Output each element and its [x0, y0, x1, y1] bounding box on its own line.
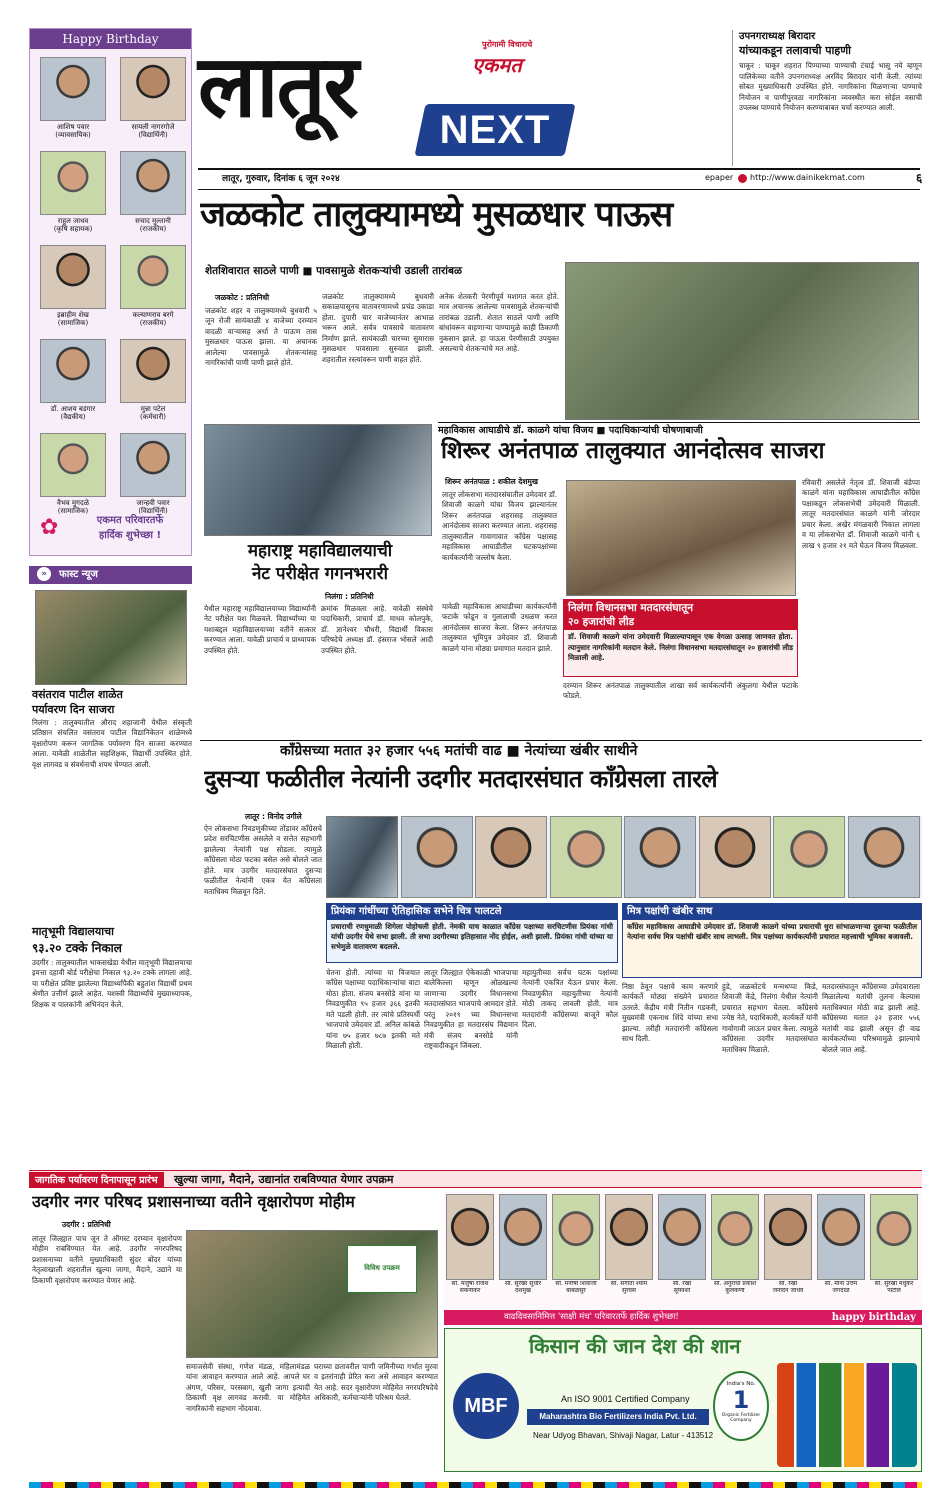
women-footer-text: वाढदिवसानिमित्त 'साक्षी मंच' परिवारतर्फे हार्दिक शुभेच्छा! [504, 1312, 679, 1322]
birthday-role: (कर्मचारी) [140, 413, 166, 422]
ad-address: Near Udyog Bhavan, Shivaji Nagar, Latur - 413512 [533, 1431, 714, 1440]
print-colour-bar [29, 1482, 922, 1488]
women-photo [499, 1194, 547, 1280]
women-person [603, 1194, 655, 1308]
women-surname: बाबळसुरे [566, 1287, 586, 1294]
mbf-logo: MBF [453, 1373, 519, 1439]
birthday-role: (सामाजिक) [57, 507, 89, 516]
women-person [550, 1194, 602, 1308]
udgir-strip-rest: खुल्या जागा, मैदाने, उद्यानांत राबविण्यात येणार उपक्रम [174, 1173, 394, 1186]
leader-photo [550, 816, 622, 898]
fast-news-headline-2: मातृभूमी विद्यालयाचा ९३.२० टक्के निकाल [32, 925, 122, 955]
masthead-rule-bottom [198, 189, 920, 190]
women-surname: जनार्दन जाधव [772, 1287, 804, 1294]
fast-news-headline-1: वसंतराव पाटील शाळेत पर्यावरण दिन साजरा [32, 688, 123, 716]
lead-col-3: अनेक शेतकरी पेरणीपूर्व मशागत करत होते. मात्र अचानक आलेल्या पावसामुळे शेतकऱ्यांची तारांबळ उडाली. शेतात साठले पाणी आणि बांधांवरून वाहणाऱ्या पाण्यामुळे काही ठिकाणी नुकसान झाले. हा पाऊस पेरणीसाठी उपयुक्त असल्याचे शेतकऱ्यांचे मत आहे. [439, 292, 559, 354]
women-photo [711, 1194, 759, 1280]
birthday-photo [40, 339, 106, 403]
udgir-col-3: घराच्या छतावरील पाणी जमिनीच्या गर्भात मुरवा व इतरांनाही प्रेरित करा असे आवाहन करण्यात येत आहे. सदर वृक्षारोपण मोहिमेत नगरपरिषदेचे अधिकारी, कर्मचाऱ्यांनी परिश्रम घेतले. [314, 1362, 438, 1403]
leader-photo [326, 816, 398, 898]
leader-photo [624, 816, 696, 898]
women-photo [446, 1194, 494, 1280]
women-name: सौ. मीना उत्तम [824, 1281, 858, 1287]
birthday-photo [120, 245, 186, 309]
udgir-byline: उदगीर : प्रतिनिधी [62, 1220, 111, 1229]
women-name: सौ. संगीता श्याम [610, 1281, 648, 1287]
udgir-strip [29, 1170, 922, 1188]
shirur-headline: शिरूर अनंतपाळ तालुक्यात आनंदोत्सव साजरा [441, 438, 825, 464]
women-surname: कुलकर्णी [725, 1287, 745, 1294]
college-headline: महाराष्ट्र महाविद्यालयाची नेट परीक्षेत गगनभरारी [247, 541, 393, 584]
birthday-role: (सामाजिक) [57, 319, 89, 328]
women-footer [444, 1310, 922, 1325]
birthday-person [36, 245, 110, 337]
ad-slogan: किसान की जान देश की शान [529, 1334, 741, 1358]
birthday-photo [120, 433, 186, 497]
birthday-name: कल्याणराव बरगे [132, 311, 174, 319]
congress-col-c: लातूर जिल्ह्यात ऐकेकाळी भाजपाचा बालेकिल्ला म्हणून ओळखल्या जाणाऱ्या उदगीर विधानसभा मतदारसंघात भाजपाचे आमदार होते. परंतु २०१९ च्या विधानसभा निवडणुकीत हा मतदारसंघ विद्यमान मंत्री संजय बनसोडे यांनी राष्ट्रवादीकडून जिंकला. [424, 968, 518, 1051]
birthday-name: इब्राहीम शेख [57, 311, 89, 319]
women-footer-tag: happy birthday [831, 1312, 916, 1323]
section-rule [200, 740, 922, 741]
udgir-strip-label: जागतिक पर्यावरण दिनापासून प्रारंभ [29, 1172, 164, 1188]
fast-news-body-1: निलंगा : तालुक्यातील औराद शहाजानी येथील संस्कृती प्रतिष्ठान संचलित वसंतराव पाटील विद्यानिकेतन शाळेमध्ये वृक्षारोपण करून जागतिक पर्यावरण दिन साजरा करण्यात आला. यावेळी शाळेतील सहशिक्षक, विद्यार्थी उपस्थित होते. वृक्ष लागवड व संवर्धनाची शपथ घेण्यात आली. [32, 718, 192, 769]
fast-news-body-2: उदगीर : तालुक्यातील भाकसखेडा येथील मातृभूमी विद्यालयाचा इयत्ता दहावी बोर्ड परीक्षेचा निकाल ९३.२० टक्के लागला आहे. या परीक्षेत प्रविष्ट झालेल्या विद्यार्थ्यांपैकी बहुतांश विद्यार्थी प्रथम श्रेणीत उत्तीर्ण झाले आहेत. यशस्वी विद्यार्थ्यांचे मुख्याध्यापक, शिक्षक व पालकांनी अभिनंदन केले. [32, 958, 192, 1009]
women-person [497, 1194, 549, 1308]
udgir-banner: विविध उपक्रम [347, 1245, 417, 1293]
birthday-person [116, 339, 190, 431]
leader-photo [401, 816, 473, 898]
birthday-person [36, 339, 110, 431]
women-name: सौ. सुरेखा सुधीर [504, 1281, 542, 1287]
top-right-brief [732, 30, 922, 166]
women-birthday-row [444, 1192, 922, 1310]
women-surname: सुरवसे [622, 1287, 636, 1294]
birthday-person [116, 245, 190, 337]
lead-photo-flood [565, 262, 919, 420]
congress-col-g: मतदारसंघातून काँग्रेसच्या उमेदवाराला मिळालेल्या मतांची तुलना केल्यास मताधिक्यात मोठी वाढ झाली आहे. काँग्रेसच्या मतात ३२ हजार ५५६ मतांची वाढ झाली असून ही वाढ कार्यकर्त्यांच्या परिश्रमामुळे झाल्याचे बोलले जात आहे. [822, 982, 920, 1054]
priyanka-body: प्रचाराची रणधुमाळी शिगेला पोहोचली होती. नेमकी याच काळात काँग्रेस पक्षाच्या सरचिटणीस प्रियंका गांधी यांची उदगीर येथे सभा झाली. ती सभा उदगीरच्या इतिहासात नोंद होईल, अशी झाली. प्रियंका गांधी यांच्या या सभेमुळे वातावरण बदलले. [331, 921, 613, 952]
brand-tagline: पुरोगामी विचाराचे [482, 40, 533, 49]
women-photo [764, 1194, 812, 1280]
birthday-photo [40, 151, 106, 215]
college-col-1: येथील महाराष्ट्र महाविद्यालयाच्या विद्यार्थ्यांनी नेट परीक्षेत यश मिळवले. विद्यार्थ्यांच्या या यशाबद्दल महाविद्यालयाच्या वतीने सत्कार करण्यात आला. यावेळी प्राचार्य व प्राध्यापक उपस्थित होते. [204, 604, 316, 655]
website-link[interactable]: http://www.dainikekmat.com [750, 173, 865, 182]
flower-icon: ✿ [40, 515, 59, 540]
page-number: ६ [916, 171, 923, 185]
women-surname: सकनीकर [459, 1287, 481, 1294]
birthday-photo [120, 151, 186, 215]
priyanka-head: प्रियंका गांधींच्या ऐतिहासिक सभेने चित्र पालटले [327, 904, 617, 920]
congress-col-e: निष्ठा ठेवून पक्षाचे काम करणारे कार्यकर्ते मोठ्या संख्येने प्रचारात उतरले. केंद्रीय मंत्री नितीन गडकरी, मुख्यमंत्री एकनाथ शिंदे यांच्या सभा झाल्या. तरीही मतदारांनी काँग्रेसला साथ दिली. [622, 982, 718, 1044]
birthday-name: मुन्ना पटेल [140, 405, 166, 413]
congress-col-b: चेतना होती. त्यांच्या या विजयात काँग्रेस पक्षाच्या पदाधिकाऱ्यांचा वाटा मोठा होता. संजय बनसोडे यांना या निवडणुकीत ९५ हजार ३६६ इतकी मते पडली होती. तर त्यांचे प्रतिस्पर्धी भाजपाचे उमेदवार डॉ. अनिल कांबळे यांना ७५ हजार ७८७ इतकी मते मिळाली होती. [326, 968, 420, 1051]
birthday-person [36, 57, 110, 149]
women-person [444, 1194, 496, 1308]
birthday-name: जान्हवी पवार [136, 499, 170, 507]
women-person [868, 1194, 920, 1308]
masthead-title: लातूर [198, 37, 357, 137]
udgir-photo [186, 1230, 438, 1358]
birthday-person [116, 57, 190, 149]
congress-byline: लातूर : विनोद उगीले [245, 812, 302, 821]
no1-badge: India's No. 1 Organic Fertilizer Company [713, 1371, 769, 1441]
shirur-kicker: महाविकास आघाडीचे डॉ. काळगे यांचा विजय ■ पदाधिकाऱ्यांची घोषणाबाजी [438, 422, 920, 438]
women-name: सौ. रेखा [778, 1281, 798, 1287]
mitra-box [622, 903, 922, 978]
shirur-right-col: रविवारी असलेले नेतृत्व डॉ. शिवाजी बंडेप्पा काळगे यांना महाविकास आघाडीतील काँग्रेस पक्षाकडून लोकसभेची उमेदवारी मिळाली. लातूर मतदारसंघात काळगे यांनी जोरदार प्रचार केला. अखेर मंगळवारी निकाल लागला व या लोकसभेत डॉ. शिवाजी काळगे यांनी ६ लाख ९ हजार २१ मते घेऊन विजय मिळवला. [802, 478, 920, 550]
chevron-icon: » [37, 567, 51, 581]
shirur-photo [566, 480, 796, 596]
epaper-label: epaper [705, 173, 734, 182]
birthday-photo [120, 339, 186, 403]
birthday-name: राहुल जाधव [57, 217, 89, 225]
women-photo [658, 1194, 706, 1280]
birthday-role: (राजकीय) [139, 225, 167, 234]
birthday-name: वैभव मुगदळे [56, 499, 90, 507]
women-name: सौ. मनीषा शिवाजी [555, 1281, 597, 1287]
birthday-person [116, 433, 190, 525]
birthday-role: (वैद्यकीय) [60, 413, 86, 422]
top-right-body: चाकूर : चाकूर शहरात पिण्याच्या पाण्याची टंचाई भासू नये म्हणून पालिकेच्या वतीने उपनगराध्यक्ष अरविंद बिरादार यांनी केली. त्यांच्या सोबत मुख्याधिकारी उपस्थित होते. नागरिकांना मिळणाऱ्या पाण्याचे नियोजन व पाणीपुरवठा नागरिकांना व्यवस्थीत करा सोईल वसाची उपलब्ध पाण्याचे नियोजन करण्याबाबत चर्चा करण्यात आली. [739, 61, 922, 113]
birthday-grid [30, 49, 191, 529]
nilanga-head: निलंगा विधानसभा मतदारसंघातून २० हजारांची लीड [564, 600, 797, 630]
women-person [762, 1194, 814, 1308]
masthead-rule [198, 168, 920, 170]
product-bottles [777, 1363, 917, 1467]
mitra-body: काँग्रेस महाविकास आघाडीचे उमेदवार डॉ. शिवाजी काळगे यांच्या प्रचाराची धुरा सांभाळणाऱ्या दुसऱ्या फळीतील नेत्यांना सर्वच मित्र पक्षांची खंबीर साथ लाभली. मित्र पक्षांच्या कार्यकर्त्यांनी प्रचारात महत्त्वाची भूमिका बजावली. [627, 921, 917, 941]
nilanga-body: डॉ. शिवाजी काळगे यांना उमेदवारी मिळाल्यापासून एक वेगळा उत्साह जाणवत होता. त्यानुसार नागरिकांनी मतदान केले. निलंगा विधानसभा मतदारसंघातून २० हजारांची लीड मिळाली आहे. [568, 632, 793, 663]
leader-photo [773, 816, 845, 898]
birthday-person [36, 433, 110, 525]
birthday-panel [29, 28, 192, 556]
lead-col-1: जळकोट शहर व तालुक्यामध्ये बुधवारी ५ जून रोजी सायंकाळी ४ वाजेच्या दरम्यान वादळी वाऱ्यासह अर्धा ते पाऊण तास मुसळधार पाऊस झाला. या अचानक आलेल्या पावसामुळे शेतकऱ्यांसह नागरिकांची पाणी पाणी झाले होते. [205, 306, 317, 368]
women-person [656, 1194, 708, 1308]
leader-photo [848, 816, 920, 898]
ad-company: Maharashtra Bio Fertilizers India Pvt. Ltd. [527, 1409, 709, 1425]
women-name: सौ. सुरेखा मधुकर [874, 1281, 914, 1287]
women-surname: सूर्यवंशी [673, 1287, 691, 1294]
udgir-col-2: समाजसेवी संस्था, गणेश मंडळ, महिलामंडळ यांना आवाहन करण्यात आले आहे. आपले घर अंगण, परिसर, परसबाग, खुली जागा इत्यादी ठिकाणी वृक्ष लागवड करावी. या मोहिमेत नागरिकांनी सहभाग नोंदवावा. [186, 1362, 310, 1413]
women-photo [870, 1194, 918, 1280]
mitra-head: मित्र पक्षांची खंबीर साथ [623, 904, 921, 920]
lead-headline: जळकोट तालुक्यामध्ये मुसळधार पाऊस [200, 195, 673, 235]
brand-logo: एकमत [472, 53, 522, 77]
birthday-wish: एकमत परिवारतर्फे हार्दिक शुभेच्छा ! [96, 515, 164, 541]
birthday-title: Happy Birthday [30, 29, 191, 49]
college-byline: निलंगा : प्रतिनिधी [325, 592, 374, 601]
leader-photo-row [326, 816, 922, 898]
lead-subhead: शेतशिवारात साठले पाणी ■ पावसामुळे शेतकऱ्यांची उडाली तारांबळ [205, 265, 462, 277]
shirur-col-2b: यावेळी महाविकास आघाडीच्या कार्यकर्त्यांनी फटाके फोडून व गुलालाची उधळण करत आनंदोत्सव साजरा केला. शिरूर अनंतपाळ तालुक्यात भूमिपुत्र उमेदवार डॉ. शिवाजी काळगे यांना मोठ्या प्रमाणात मतदान झाले. [442, 602, 557, 653]
college-photo [204, 424, 432, 536]
lead-byline: जळकोट : प्रतिनिधी [215, 293, 270, 302]
college-col-2: क्रमांक मिळवला आहे. यावेळी संस्थेचे पदाधिकारी, प्राचार्य डॉ. माधव कोलपुके, डॉ. ज्ञानेश्वर चौधरी, विद्यार्थी विकास परिषदेचे अध्यक्ष डॉ. हंसराज भोसले आदी उपस्थित होते. [321, 604, 433, 655]
globe-icon [738, 174, 747, 183]
dateline: लातूर, गुरुवार, दिनांक ६ जून २०२४ [222, 174, 340, 184]
udgir-col-1: लातूर जिल्ह्यात पाच जून ते ऑगस्ट दरम्यान वृक्षारोपण मोहीम राबविण्यात येत आहे. उदगीर नगरपरिषद प्रशासनाच्या वतीने मुख्याधिकारी सुंदर बोंदर यांच्या नेतृत्वाखाली शहरातील खुल्या जागा, मैदाने, उद्याने या ठिकाणी वृक्षारोपण करण्यात येणार आहे. [32, 1234, 182, 1285]
women-name: सौ. अनुराधा प्रकाश [713, 1281, 757, 1287]
leader-photo [699, 816, 771, 898]
congress-col-f: हुडे, जळकोटचे मन्मथप्पा किडे, शिवाजी केंद्रे, निलंगा येथील नेत्यांनी प्रचारात सहभाग घेतला. काँग्रेसचे ज्येष्ठ नेते, पदाधिकारी, कार्यकर्ते यांनी गावोगावी जाऊन प्रचार केला. त्यामुळे काँग्रेसला उदगीर मतदारसंघात मताधिक्य मिळाले. [722, 982, 818, 1054]
women-name: सौ. रेखा [672, 1281, 692, 1287]
leader-photo [475, 816, 547, 898]
birthday-role: (व्यावसायिक) [55, 131, 91, 140]
birthday-photo [40, 57, 106, 121]
congress-headline: दुसऱ्या फळीतील नेत्यांनी उदगीर मतदारसंघात काँग्रेसला तारले [204, 765, 718, 793]
congress-col-d: महायुतीच्या सर्वच घटक पक्षांच्या नेत्यांनी एकत्रित येऊन प्रचार केला. निवडणुकीत महायुतीच्या नेत्यांनी मोठी ताकद लावली होती. मात्र मतदारांनी काँग्रेसच्या बाजूने कौल दिला. [522, 968, 618, 1030]
congress-kicker: काँग्रेसच्या मतात ३२ हजार ५५६ मतांची वाढ ■ नेत्यांच्या खंबीर साथीने [280, 743, 638, 759]
birthday-name: सायली नागरगोजे [131, 123, 175, 131]
lead-col-2: जळकोट तालुक्यामध्ये बुधवारी सकाळपासूनच वातावरणामध्ये प्रचंड उकाडा होता. दुपारी चार वाजेच्यानंतर आभाळ भरून आले. सर्वत्र पावसाचे वातावरण निर्माण झाले. सायंकाळी चारच्या सुमारास मुसळधार पावसाला सुरुवात झाली. शहरातील रस्त्यांवरून पाणी वाहत होते. [322, 292, 434, 364]
birthday-photo [40, 433, 106, 497]
women-surname: पाटील [887, 1287, 901, 1294]
ad-iso: An ISO 9001 Certified Company [561, 1394, 690, 1404]
women-photo [605, 1194, 653, 1280]
top-right-heading: उपनगराध्यक्ष बिरादार यांच्याकडून तलावाची पाहणी [739, 31, 852, 57]
women-surname: जगदाळे [832, 1287, 850, 1294]
udgir-headline: उदगीर नगर परिषद प्रशासनाच्या वतीने वृक्षारोपण मोहीम [32, 1192, 355, 1211]
birthday-person [116, 151, 190, 243]
birthday-role: (कृषि सहायक) [53, 225, 93, 234]
birthday-name: सचाद मुल्तानी [135, 217, 171, 225]
birthday-photo [120, 57, 186, 121]
birthday-name: डॉ. आशय बडगार [50, 405, 96, 413]
birthday-role: (राजकीय) [139, 319, 167, 328]
birthday-photo [40, 245, 106, 309]
birthday-role: (विद्यार्थिनी) [138, 507, 168, 516]
shirur-byline: शिरूर अनंतपाळ : शकील देशमुख [445, 477, 539, 486]
shirur-col-3: दरम्यान शिरूर अनंतपाळ तालुक्यातील शाखा सर्व कार्यकर्त्यांनी अंकुलगा येथील फटाके फोडले. [563, 681, 798, 701]
fast-news-photo-1 [35, 590, 187, 685]
nilanga-box [563, 599, 798, 677]
shirur-col-1: लातूर लोकसभा मतदारसंघातील उमेदवार डॉ. शिवाजी काळगे यांचा विजय झाल्यानंतर शिरूर अनंतपाळ शहरासह तालुक्यात आनंदोत्सव साजरा करण्यात आला. शहरासह तालुक्यातील गावागावात काँग्रेस पक्षासह महाविकास आघाडीतील घटकपक्षांच्या कार्यकर्त्यांनी जल्लोष केला. [442, 490, 557, 562]
birthday-name: आशिष पवार [56, 123, 90, 131]
women-surname: देशमुख [515, 1287, 531, 1294]
women-name: सौ. मंजुषा राजेश [451, 1281, 489, 1287]
women-photo [817, 1194, 865, 1280]
birthday-role: (विद्यार्थिनी) [138, 131, 168, 140]
priyanka-box [326, 903, 618, 963]
women-person [815, 1194, 867, 1308]
congress-col-1: ऐन लोकसभा निवडणुकीच्या तोंडावर काँग्रेसचे प्रदेश सरचिटणीस असलेले व सत्तेत सहभागी झालेल्या नेत्यांनी पक्ष सोडला. त्यामुळे काँग्रेसला मोठा फटका बसेल असे बोलले जात होते. मात्र उदगीर मतदारसंघात दुसऱ्या फळीतील नेत्यांनी एकत्र येत काँग्रेसला मताधिक्य मिळवून दिले. [204, 824, 322, 896]
fast-news-header: » फास्ट न्यूज [29, 566, 192, 584]
women-person [709, 1194, 761, 1308]
next-logo: NEXT [414, 104, 575, 156]
women-photo [552, 1194, 600, 1280]
mbf-advertisement [444, 1328, 922, 1472]
birthday-person [36, 151, 110, 243]
